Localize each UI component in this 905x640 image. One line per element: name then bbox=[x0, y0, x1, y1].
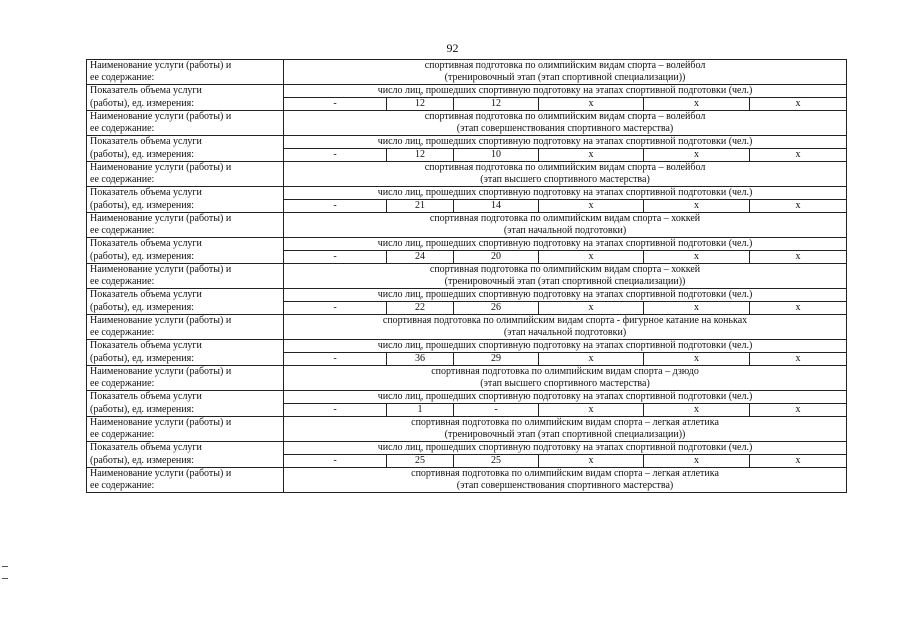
service-row bbox=[87, 72, 847, 85]
value-cell: 21 bbox=[387, 200, 454, 213]
indicator-label: (работы), ед. измерения: bbox=[87, 200, 284, 213]
service-row bbox=[87, 417, 847, 430]
value-cell: - bbox=[284, 455, 387, 468]
service-name: спортивная подготовка по олимпийским видам спорта - фигурное катание на коньках bbox=[284, 315, 847, 328]
value-cell: 1 bbox=[387, 404, 454, 417]
value-cell: х bbox=[644, 353, 750, 366]
service-label: ее содержание: bbox=[87, 378, 284, 391]
value-cell: 29 bbox=[454, 353, 539, 366]
value-cell: 20 bbox=[454, 251, 539, 264]
service-name: спортивная подготовка по олимпийским видам спорта – волейбол bbox=[284, 111, 847, 124]
value-cell: х bbox=[539, 149, 644, 162]
value-cell: - bbox=[284, 200, 387, 213]
service-row bbox=[87, 111, 847, 124]
indicator-text: число лиц, прошедших спортивную подготовку на этапах спортивной подготовки (чел.) bbox=[284, 340, 847, 353]
value-cell: 36 bbox=[387, 353, 454, 366]
value-cell: - bbox=[284, 404, 387, 417]
service-stage: (этап совершенствования спортивного мастерства) bbox=[284, 123, 847, 136]
service-row bbox=[87, 213, 847, 226]
values-row bbox=[87, 302, 847, 315]
service-row bbox=[87, 276, 847, 289]
service-row bbox=[87, 60, 847, 73]
service-stage: (этап высшего спортивного мастерства) bbox=[284, 174, 847, 187]
service-row bbox=[87, 162, 847, 175]
indicator-label: (работы), ед. измерения: bbox=[87, 455, 284, 468]
values-row bbox=[87, 149, 847, 162]
indicator-label: (работы), ед. измерения: bbox=[87, 404, 284, 417]
service-name: спортивная подготовка по олимпийским видам спорта – волейбол bbox=[284, 162, 847, 175]
service-row bbox=[87, 174, 847, 187]
values-row bbox=[87, 251, 847, 264]
indicator-row bbox=[87, 238, 847, 251]
service-label: Наименование услуги (работы) и bbox=[87, 111, 284, 124]
value-cell: х bbox=[644, 251, 750, 264]
value-cell: 10 bbox=[454, 149, 539, 162]
indicator-text: число лиц, прошедших спортивную подготовку на этапах спортивной подготовки (чел.) bbox=[284, 391, 847, 404]
service-label: Наименование услуги (работы) и bbox=[87, 366, 284, 379]
value-cell: х bbox=[750, 251, 847, 264]
value-cell: х bbox=[750, 455, 847, 468]
value-cell: - bbox=[284, 98, 387, 111]
value-cell: х bbox=[644, 149, 750, 162]
value-cell: х bbox=[750, 149, 847, 162]
value-cell: х bbox=[750, 98, 847, 111]
value-cell: х bbox=[539, 251, 644, 264]
value-cell: х bbox=[750, 302, 847, 315]
indicator-text: число лиц, прошедших спортивную подготовку на этапах спортивной подготовки (чел.) bbox=[284, 187, 847, 200]
indicator-text: число лиц, прошедших спортивную подготовку на этапах спортивной подготовки (чел.) bbox=[284, 238, 847, 251]
value-cell: 22 bbox=[387, 302, 454, 315]
indicator-row bbox=[87, 391, 847, 404]
indicator-text: число лиц, прошедших спортивную подготовку на этапах спортивной подготовки (чел.) bbox=[284, 136, 847, 149]
value-cell: х bbox=[750, 404, 847, 417]
value-cell: х bbox=[644, 302, 750, 315]
service-row bbox=[87, 264, 847, 277]
values-row bbox=[87, 200, 847, 213]
service-stage: (этап совершенствования спортивного мастерства) bbox=[284, 480, 847, 493]
service-row bbox=[87, 366, 847, 379]
indicator-row bbox=[87, 289, 847, 302]
indicator-row bbox=[87, 340, 847, 353]
value-cell: 12 bbox=[454, 98, 539, 111]
indicator-text: число лиц, прошедших спортивную подготовку на этапах спортивной подготовки (чел.) bbox=[284, 289, 847, 302]
service-label: ее содержание: bbox=[87, 327, 284, 340]
service-label: ее содержание: bbox=[87, 123, 284, 136]
value-cell: х bbox=[750, 353, 847, 366]
value-cell: х bbox=[750, 200, 847, 213]
service-row bbox=[87, 225, 847, 238]
service-stage: (тренировочный этап (этап спортивной специализации)) bbox=[284, 276, 847, 289]
margin-mark bbox=[2, 578, 8, 579]
indicator-label: Показатель объема услуги bbox=[87, 442, 284, 455]
service-name: спортивная подготовка по олимпийским видам спорта – дзюдо bbox=[284, 366, 847, 379]
values-row bbox=[87, 404, 847, 417]
service-name: спортивная подготовка по олимпийским видам спорта – волейбол bbox=[284, 60, 847, 73]
indicator-label: Показатель объема услуги bbox=[87, 340, 284, 353]
indicator-row bbox=[87, 187, 847, 200]
indicator-label: Показатель объема услуги bbox=[87, 187, 284, 200]
service-stage: (тренировочный этап (этап спортивной специализации)) bbox=[284, 429, 847, 442]
service-label: ее содержание: bbox=[87, 72, 284, 85]
values-row bbox=[87, 353, 847, 366]
indicator-label: Показатель объема услуги bbox=[87, 391, 284, 404]
value-cell: 12 bbox=[387, 98, 454, 111]
service-label: ее содержание: bbox=[87, 225, 284, 238]
service-row bbox=[87, 378, 847, 391]
service-name: спортивная подготовка по олимпийским видам спорта – легкая атлетика bbox=[284, 468, 847, 481]
indicator-row bbox=[87, 442, 847, 455]
values-row bbox=[87, 455, 847, 468]
indicator-label: (работы), ед. измерения: bbox=[87, 302, 284, 315]
value-cell: х bbox=[539, 98, 644, 111]
indicator-label: (работы), ед. измерения: bbox=[87, 149, 284, 162]
indicator-text: число лиц, прошедших спортивную подготовку на этапах спортивной подготовки (чел.) bbox=[284, 442, 847, 455]
service-label: Наименование услуги (работы) и bbox=[87, 162, 284, 175]
value-cell: 26 bbox=[454, 302, 539, 315]
service-row bbox=[87, 468, 847, 481]
value-cell: х bbox=[539, 200, 644, 213]
indicator-label: (работы), ед. измерения: bbox=[87, 251, 284, 264]
value-cell: - bbox=[284, 302, 387, 315]
service-stage: (этап начальной подготовки) bbox=[284, 225, 847, 238]
indicator-label: Показатель объема услуги bbox=[87, 289, 284, 302]
indicator-label: (работы), ед. измерения: bbox=[87, 98, 284, 111]
service-label: ее содержание: bbox=[87, 174, 284, 187]
value-cell: х bbox=[644, 98, 750, 111]
value-cell: 25 bbox=[454, 455, 539, 468]
service-label: Наименование услуги (работы) и bbox=[87, 60, 284, 73]
value-cell: х bbox=[539, 455, 644, 468]
service-label: Наименование услуги (работы) и bbox=[87, 213, 284, 226]
indicator-text: число лиц, прошедших спортивную подготовку на этапах спортивной подготовки (чел.) bbox=[284, 85, 847, 98]
value-cell: х bbox=[644, 455, 750, 468]
indicator-row bbox=[87, 85, 847, 98]
values-row bbox=[87, 98, 847, 111]
services-table bbox=[86, 59, 847, 493]
value-cell: - bbox=[284, 251, 387, 264]
page-number: 92 bbox=[446, 41, 459, 55]
indicator-label: (работы), ед. измерения: bbox=[87, 353, 284, 366]
indicator-label: Показатель объема услуги bbox=[87, 85, 284, 98]
service-label: ее содержание: bbox=[87, 480, 284, 493]
service-row bbox=[87, 123, 847, 136]
service-stage: (этап высшего спортивного мастерства) bbox=[284, 378, 847, 391]
service-label: Наименование услуги (работы) и bbox=[87, 417, 284, 430]
value-cell: - bbox=[284, 149, 387, 162]
value-cell: х bbox=[644, 404, 750, 417]
service-name: спортивная подготовка по олимпийским видам спорта – легкая атлетика bbox=[284, 417, 847, 430]
service-label: ее содержание: bbox=[87, 276, 284, 289]
value-cell: - bbox=[284, 353, 387, 366]
service-name: спортивная подготовка по олимпийским видам спорта – хоккей bbox=[284, 264, 847, 277]
margin-mark bbox=[2, 566, 8, 567]
service-label: ее содержание: bbox=[87, 429, 284, 442]
service-label: Наименование услуги (работы) и bbox=[87, 315, 284, 328]
value-cell: х bbox=[539, 353, 644, 366]
service-stage: (этап начальной подготовки) bbox=[284, 327, 847, 340]
value-cell: 14 bbox=[454, 200, 539, 213]
value-cell: - bbox=[454, 404, 539, 417]
service-label: Наименование услуги (работы) и bbox=[87, 264, 284, 277]
value-cell: 25 bbox=[387, 455, 454, 468]
service-row bbox=[87, 315, 847, 328]
indicator-label: Показатель объема услуги bbox=[87, 238, 284, 251]
service-label: Наименование услуги (работы) и bbox=[87, 468, 284, 481]
service-name: спортивная подготовка по олимпийским видам спорта – хоккей bbox=[284, 213, 847, 226]
value-cell: 12 bbox=[387, 149, 454, 162]
service-row bbox=[87, 429, 847, 442]
indicator-row bbox=[87, 136, 847, 149]
service-row bbox=[87, 327, 847, 340]
value-cell: х bbox=[539, 404, 644, 417]
indicator-label: Показатель объема услуги bbox=[87, 136, 284, 149]
value-cell: х bbox=[539, 302, 644, 315]
value-cell: х bbox=[644, 200, 750, 213]
service-row bbox=[87, 480, 847, 493]
service-stage: (тренировочный этап (этап спортивной специализации)) bbox=[284, 72, 847, 85]
services-table-body bbox=[87, 60, 847, 493]
value-cell: 24 bbox=[387, 251, 454, 264]
